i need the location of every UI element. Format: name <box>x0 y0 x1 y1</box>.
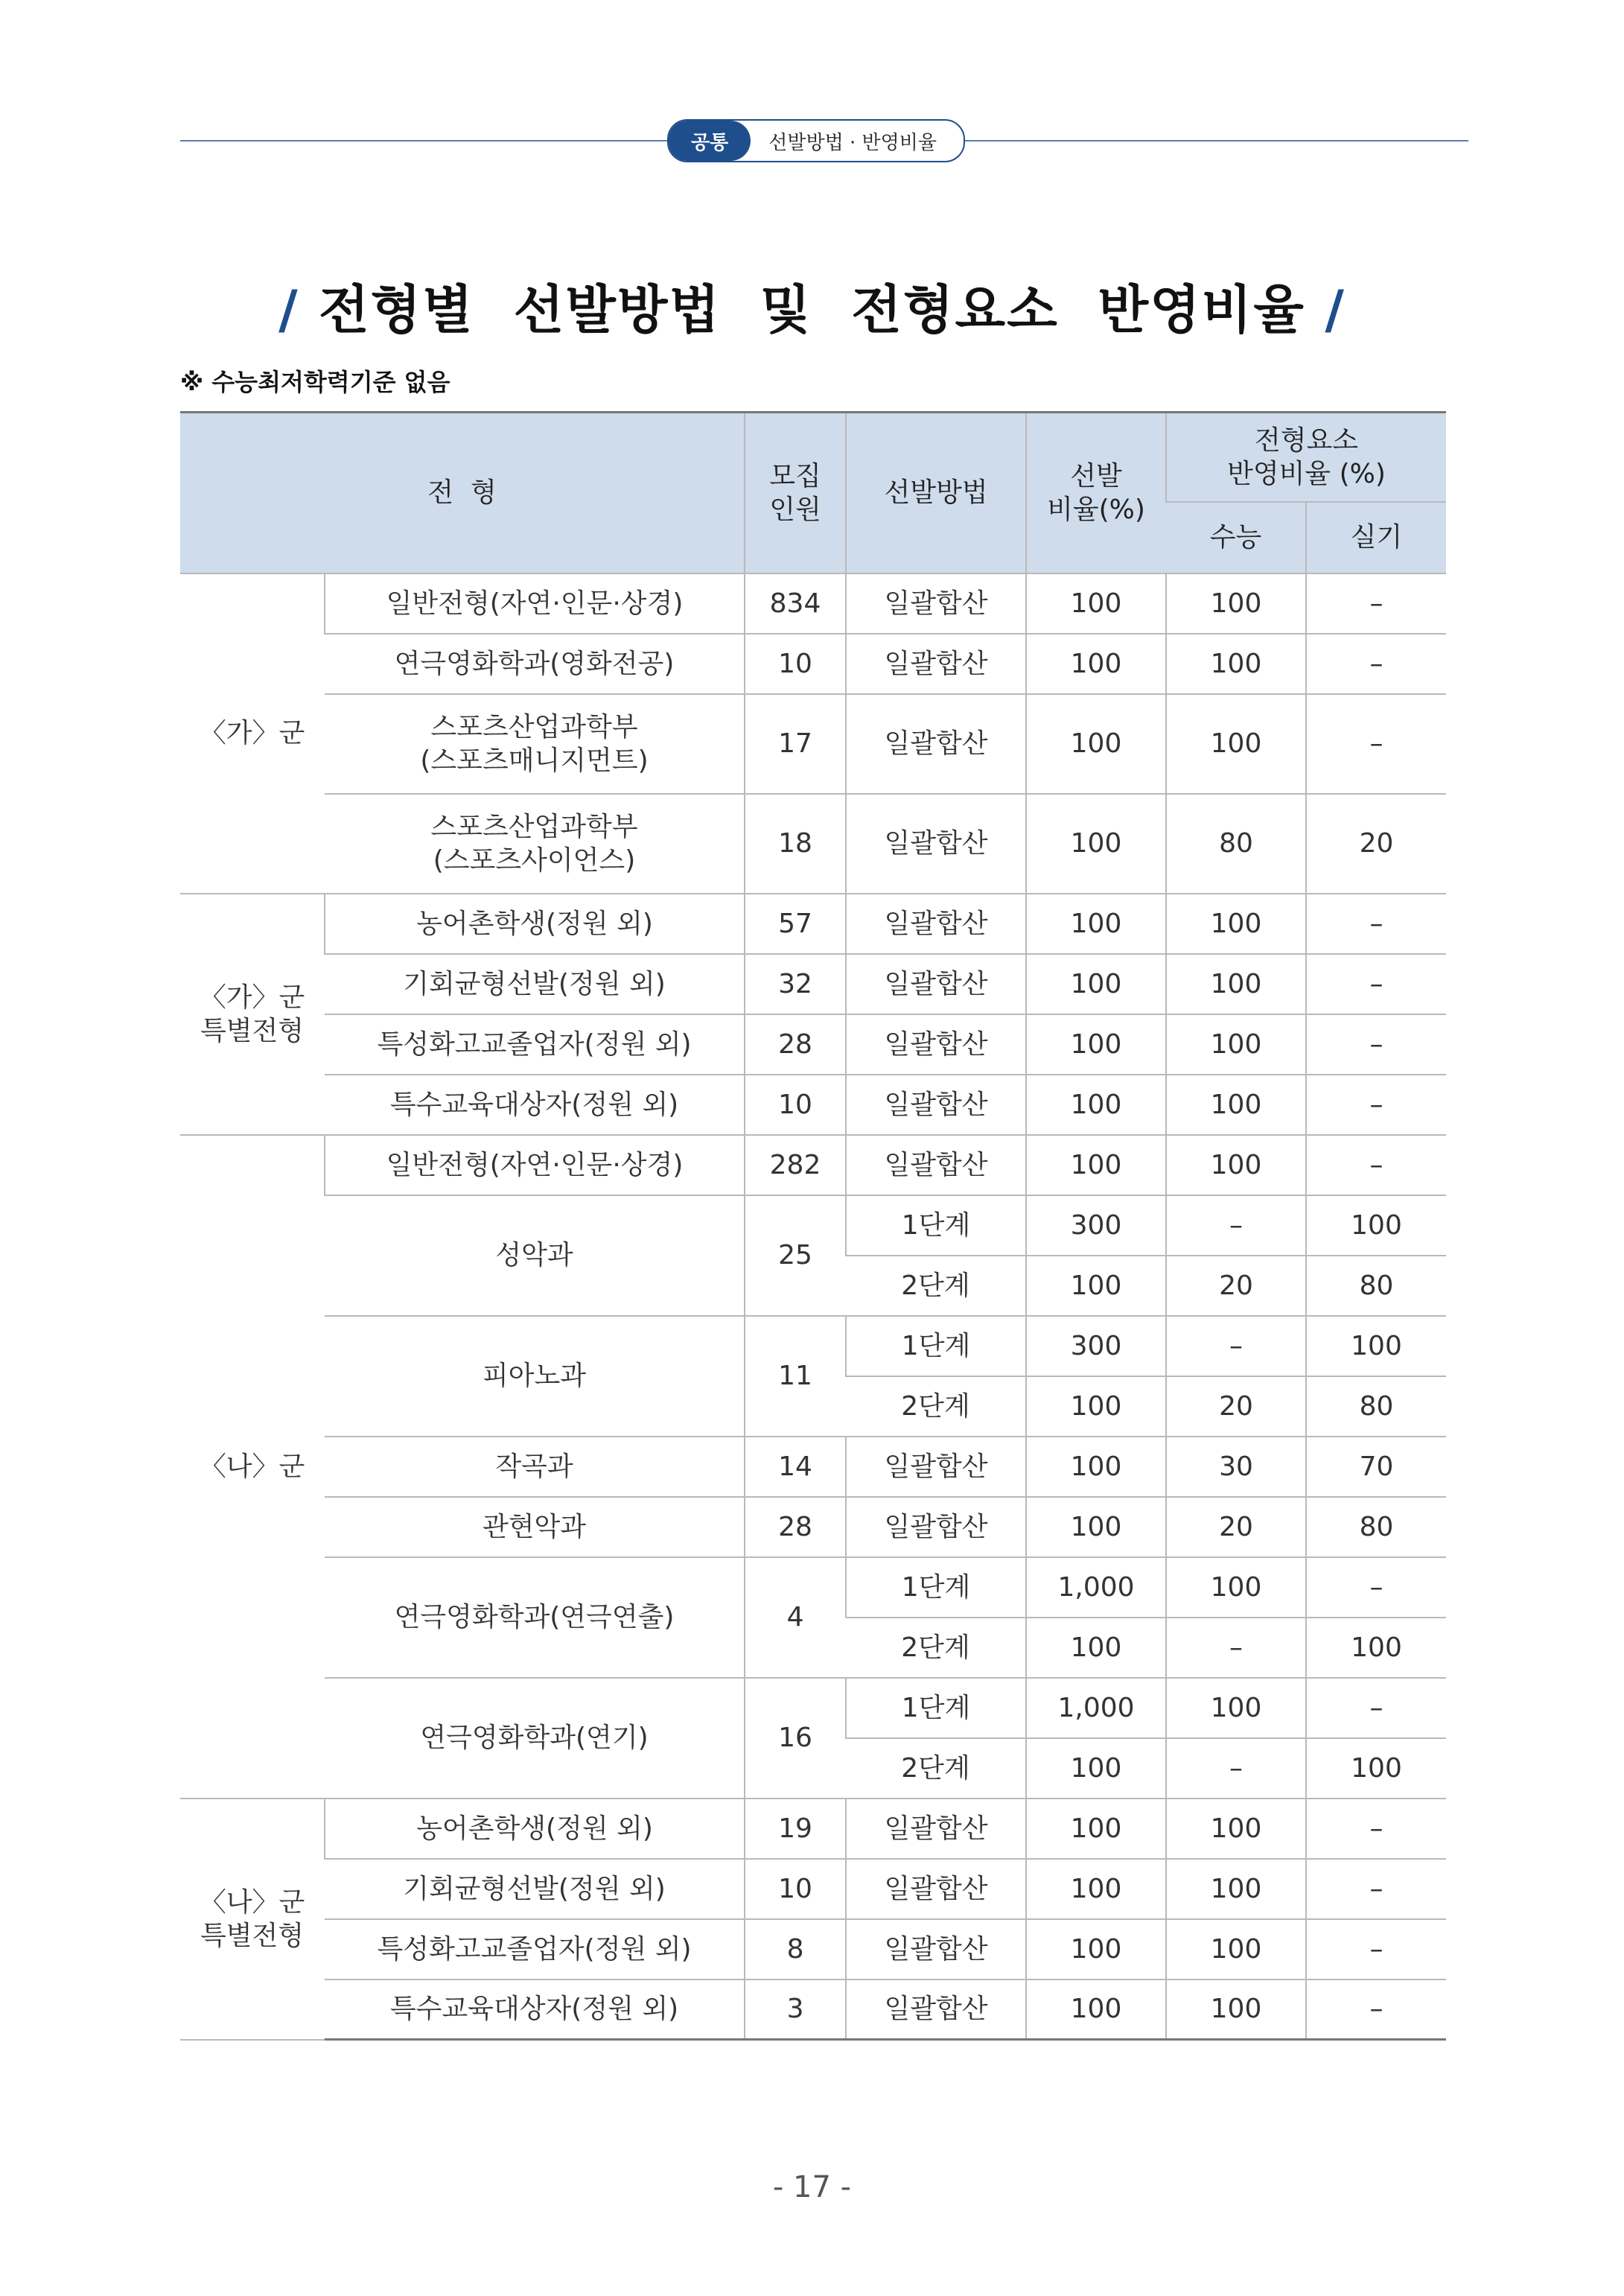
method-cell: 2단계 <box>846 1256 1026 1316</box>
table-row <box>180 1919 1446 1979</box>
suneung-cell: 100 <box>1166 1979 1306 2040</box>
table-row <box>180 1075 1446 1135</box>
practical-cell: – <box>1306 1678 1446 1738</box>
suneung-cell: 20 <box>1166 1376 1306 1437</box>
quota-cell: 3 <box>745 1979 846 2040</box>
practical-cell: 80 <box>1306 1376 1446 1437</box>
group-name: 〈가〉군 특별전형 <box>180 894 325 1135</box>
group-name: 〈가〉군 <box>180 573 325 894</box>
table-row <box>180 573 1446 634</box>
header-method: 선발방법 <box>846 413 1026 573</box>
practical-cell: 100 <box>1306 1316 1446 1376</box>
admission-type-name: 관현악과 <box>325 1497 745 1557</box>
suneung-cell: 100 <box>1166 1014 1306 1075</box>
method-cell: 일괄합산 <box>846 573 1026 634</box>
ratio-cell: 100 <box>1026 1618 1166 1678</box>
header-ratio: 선발 비율(%) <box>1026 413 1166 573</box>
quota-cell: 18 <box>745 794 846 894</box>
page-title <box>0 268 1624 343</box>
quota-cell: 4 <box>745 1557 846 1678</box>
quota-cell: 57 <box>745 894 846 954</box>
table-row <box>180 1497 1446 1557</box>
practical-cell: – <box>1306 573 1446 634</box>
header-type: 전 형 <box>180 413 745 573</box>
title-text: 전형별 선발방법 및 전형요소 반영비율 <box>319 279 1305 340</box>
method-cell: 일괄합산 <box>846 1075 1026 1135</box>
admission-type-name: 특수교육대상자(정원 외) <box>325 1979 745 2040</box>
admission-type-name: 일반전형(자연·인문·상경) <box>325 573 745 634</box>
practical-cell: – <box>1306 1075 1446 1135</box>
admission-type-name: 작곡과 <box>325 1437 745 1497</box>
ratio-cell: 100 <box>1026 1135 1166 1195</box>
table-row <box>180 1135 1446 1195</box>
method-cell: 일괄합산 <box>846 1437 1026 1497</box>
header-quota: 모집 인원 <box>745 413 846 573</box>
method-cell: 일괄합산 <box>846 954 1026 1014</box>
ratio-cell: 1,000 <box>1026 1678 1166 1738</box>
ratio-cell: 100 <box>1026 1075 1166 1135</box>
header-practical: 실기 <box>1306 502 1446 573</box>
selection-ratio-table <box>180 411 1446 2041</box>
ratio-cell: 100 <box>1026 954 1166 1014</box>
ratio-cell: 100 <box>1026 694 1166 794</box>
quota-cell: 8 <box>745 1919 846 1979</box>
ratio-cell: 100 <box>1026 1437 1166 1497</box>
practical-cell: 80 <box>1306 1256 1446 1316</box>
practical-cell: 20 <box>1306 794 1446 894</box>
admission-type-name: 스포츠산업과학부 (스포츠매니지먼트) <box>325 694 745 794</box>
ratio-cell: 100 <box>1026 1738 1166 1799</box>
method-cell: 일괄합산 <box>846 1859 1026 1919</box>
section-tag: 공통 <box>669 121 751 161</box>
suneung-cell: – <box>1166 1738 1306 1799</box>
suneung-cell: 100 <box>1166 634 1306 694</box>
admission-type-name: 기회균형선발(정원 외) <box>325 1859 745 1919</box>
table-row <box>180 1979 1446 2040</box>
method-cell: 일괄합산 <box>846 1014 1026 1075</box>
table-body <box>180 573 1446 2040</box>
ratio-cell: 100 <box>1026 1014 1166 1075</box>
ratio-cell: 300 <box>1026 1316 1166 1376</box>
practical-cell: – <box>1306 1799 1446 1859</box>
practical-cell: 80 <box>1306 1497 1446 1557</box>
suneung-cell: 100 <box>1166 1799 1306 1859</box>
quota-cell: 17 <box>745 694 846 794</box>
practical-cell: 70 <box>1306 1437 1446 1497</box>
method-cell: 1단계 <box>846 1195 1026 1256</box>
suneung-cell: 100 <box>1166 1557 1306 1618</box>
suneung-cell: – <box>1166 1618 1306 1678</box>
admission-type-name: 성악과 <box>325 1195 745 1316</box>
suneung-cell: 30 <box>1166 1437 1306 1497</box>
method-cell: 일괄합산 <box>846 1497 1026 1557</box>
quota-cell: 25 <box>745 1195 846 1316</box>
suneung-cell: 20 <box>1166 1256 1306 1316</box>
method-cell: 1단계 <box>846 1316 1026 1376</box>
table-row <box>180 954 1446 1014</box>
quota-cell: 28 <box>745 1014 846 1075</box>
practical-cell: 100 <box>1306 1195 1446 1256</box>
method-cell: 일괄합산 <box>846 1979 1026 2040</box>
suneung-cell: 100 <box>1166 894 1306 954</box>
practical-cell: – <box>1306 1135 1446 1195</box>
table-row <box>180 1859 1446 1919</box>
quota-cell: 16 <box>745 1678 846 1799</box>
ratio-cell: 100 <box>1026 1497 1166 1557</box>
suneung-cell: 100 <box>1166 1075 1306 1135</box>
practical-cell: – <box>1306 1919 1446 1979</box>
ratio-cell: 100 <box>1026 1859 1166 1919</box>
ratio-cell: 300 <box>1026 1195 1166 1256</box>
group-name: 〈나〉군 특별전형 <box>180 1799 325 2040</box>
table-row <box>180 1678 1446 1738</box>
quota-cell: 28 <box>745 1497 846 1557</box>
header-elements: 전형요소 반영비율 (%) <box>1166 413 1446 502</box>
ratio-cell: 100 <box>1026 1979 1166 2040</box>
ratio-cell: 100 <box>1026 1919 1166 1979</box>
quota-cell: 10 <box>745 634 846 694</box>
practical-cell: – <box>1306 954 1446 1014</box>
table-row <box>180 1195 1446 1256</box>
table-row <box>180 794 1446 894</box>
quota-cell: 11 <box>745 1316 846 1437</box>
suneung-cell: 100 <box>1166 573 1306 634</box>
quota-cell: 10 <box>745 1859 846 1919</box>
practical-cell: – <box>1306 1859 1446 1919</box>
group-name: 〈나〉군 <box>180 1135 325 1799</box>
header-suneung: 수능 <box>1166 502 1306 573</box>
section-header-badge <box>667 119 965 162</box>
suneung-cell: 100 <box>1166 954 1306 1014</box>
practical-cell: – <box>1306 1979 1446 2040</box>
method-cell: 일괄합산 <box>846 1135 1026 1195</box>
suneung-cell: 100 <box>1166 694 1306 794</box>
practical-cell: – <box>1306 894 1446 954</box>
suneung-cell: 80 <box>1166 794 1306 894</box>
table-row <box>180 694 1446 794</box>
suneung-cell: 20 <box>1166 1497 1306 1557</box>
practical-cell: – <box>1306 1014 1446 1075</box>
note-text: ※ 수능최저학력기준 없음 <box>180 368 450 396</box>
admission-type-name: 연극영화학과(연극연출) <box>325 1557 745 1678</box>
table-row <box>180 894 1446 954</box>
method-cell: 일괄합산 <box>846 1799 1026 1859</box>
practical-cell: – <box>1306 634 1446 694</box>
ratio-cell: 100 <box>1026 1799 1166 1859</box>
suneung-cell: 100 <box>1166 1859 1306 1919</box>
title-slash-left: / <box>278 279 299 340</box>
title-slash-right: / <box>1325 279 1346 340</box>
quota-cell: 282 <box>745 1135 846 1195</box>
practical-cell: 100 <box>1306 1738 1446 1799</box>
ratio-cell: 100 <box>1026 794 1166 894</box>
method-cell: 2단계 <box>846 1738 1026 1799</box>
quota-cell: 19 <box>745 1799 846 1859</box>
suneung-cell: 100 <box>1166 1919 1306 1979</box>
quota-cell: 10 <box>745 1075 846 1135</box>
method-cell: 일괄합산 <box>846 794 1026 894</box>
admission-type-name: 특수교육대상자(정원 외) <box>325 1075 745 1135</box>
table-row <box>180 1799 1446 1859</box>
method-cell: 1단계 <box>846 1678 1026 1738</box>
page-number: - 17 - <box>772 2170 852 2204</box>
quota-cell: 32 <box>745 954 846 1014</box>
section-label: 선발방법 · 반영비율 <box>768 131 937 154</box>
table-row <box>180 1014 1446 1075</box>
table-row <box>180 1557 1446 1618</box>
practical-cell: – <box>1306 1557 1446 1618</box>
table-row <box>180 1316 1446 1376</box>
ratio-cell: 100 <box>1026 1376 1166 1437</box>
suneung-cell: 100 <box>1166 1678 1306 1738</box>
admission-type-name: 연극영화학과(영화전공) <box>325 634 745 694</box>
admission-type-name: 기회균형선발(정원 외) <box>325 954 745 1014</box>
admission-type-name: 일반전형(자연·인문·상경) <box>325 1135 745 1195</box>
admission-type-name: 연극영화학과(연기) <box>325 1678 745 1799</box>
ratio-cell: 100 <box>1026 634 1166 694</box>
method-cell: 일괄합산 <box>846 634 1026 694</box>
method-cell: 1단계 <box>846 1557 1026 1618</box>
practical-cell: 100 <box>1306 1618 1446 1678</box>
ratio-cell: 100 <box>1026 894 1166 954</box>
ratio-cell: 1,000 <box>1026 1557 1166 1618</box>
suneung-cell: – <box>1166 1195 1306 1256</box>
admission-type-name: 특성화고교졸업자(정원 외) <box>325 1919 745 1979</box>
practical-cell: – <box>1306 694 1446 794</box>
method-cell: 일괄합산 <box>846 694 1026 794</box>
admission-type-name: 스포츠산업과학부 (스포츠사이언스) <box>325 794 745 894</box>
table-row <box>180 634 1446 694</box>
suneung-cell: 100 <box>1166 1135 1306 1195</box>
admission-type-name: 농어촌학생(정원 외) <box>325 1799 745 1859</box>
quota-cell: 834 <box>745 573 846 634</box>
method-cell: 일괄합산 <box>846 894 1026 954</box>
table-row <box>180 1437 1446 1497</box>
method-cell: 2단계 <box>846 1376 1026 1437</box>
method-cell: 일괄합산 <box>846 1919 1026 1979</box>
suneung-cell: – <box>1166 1316 1306 1376</box>
admission-type-name: 특성화고교졸업자(정원 외) <box>325 1014 745 1075</box>
quota-cell: 14 <box>745 1437 846 1497</box>
admission-type-name: 농어촌학생(정원 외) <box>325 894 745 954</box>
admission-type-name: 피아노과 <box>325 1316 745 1437</box>
ratio-cell: 100 <box>1026 573 1166 634</box>
method-cell: 2단계 <box>846 1618 1026 1678</box>
ratio-cell: 100 <box>1026 1256 1166 1316</box>
